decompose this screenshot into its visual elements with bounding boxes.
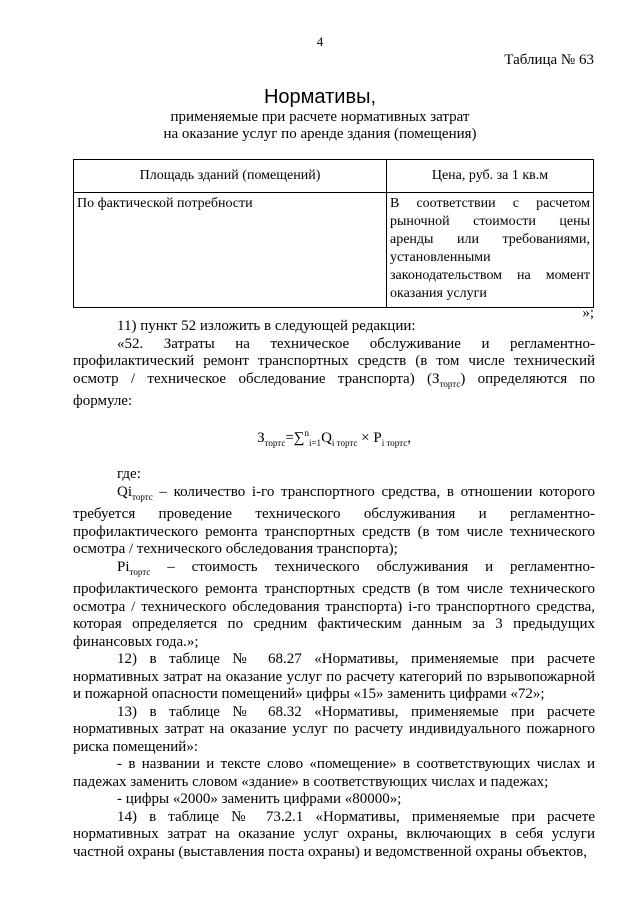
heading-title: Нормативы, [263, 86, 376, 108]
header-price: Цена, руб. за 1 кв.м [387, 160, 594, 193]
body-text [73, 318, 595, 861]
p52-text-a: «52. Затраты на техническое обслуживание и регламентно-профилактический ремонт транспортных средств (в том числе технический осмотр / техническое обследование транспорта) (З [73, 335, 595, 387]
paragraph-52 [73, 336, 595, 411]
formula-p-sub: i тортс [381, 437, 408, 448]
formula-lhs: З [257, 429, 265, 446]
p52-subscript: тортс [439, 378, 461, 389]
qi-label: Qi [117, 483, 132, 500]
pi-subscript: тортс [129, 566, 151, 577]
page-number: 4 [316, 34, 324, 49]
formula-sum-to: n [304, 427, 309, 438]
formula-eq: = [285, 429, 294, 446]
heading-line-2: на оказание услуг по аренде здания (помещения) [163, 126, 477, 142]
table-label: Таблица № 63 [504, 52, 594, 68]
norms-table [73, 159, 594, 308]
paragraph-11: 11) пункт 52 изложить в следующей редакции: [117, 318, 416, 334]
table-row [74, 193, 594, 308]
qi-definition [73, 484, 595, 559]
formula-sum-from: i=1 [308, 437, 322, 448]
p52-text-b: ) определяются по формуле: [73, 370, 595, 409]
heading-line-1: применяемые при расчете нормативных затрат [170, 109, 470, 125]
formula-times: × [357, 429, 374, 446]
pi-label: Pi [117, 558, 130, 575]
table-header-row [74, 160, 594, 193]
paragraph-13-b: - цифры «2000» заменить цифрами «80000»; [117, 791, 402, 807]
pi-text: – стоимость технического обслуживания и регламентно-профилактического ремонта транспортных средств (в том числе технического осмотра / технического обследования транспорта) i-го транспортного средства, которая определяется по средним фактическим данным за 3 предыдущих финансовых года.»; [73, 558, 595, 650]
cell-area: По фактической потребности [74, 193, 387, 308]
paragraph-13: 13) в таблице № 68.32 «Нормативы, применяемые при расчете нормативных затрат на оказание услуг по расчету индивидуального пожарного риска помещений»: [73, 703, 595, 755]
header-area: Площадь зданий (помещений) [74, 160, 387, 193]
formula-p: P [373, 429, 382, 446]
heading [0, 86, 640, 143]
paragraph-14: 14) в таблице № 73.2.1 «Нормативы, применяемые при расчете нормативных затрат на оказание услуг охраны, включающих в себя услуги частной охраны (выставления поста охраны) и ведомственной охраны объектов, [73, 808, 595, 860]
cell-price: В соответствии с расчетом рыночной стоимости цены аренды или требованиями, установленными законодательством на момент оказания услуги [387, 193, 594, 308]
where-label: где: [117, 466, 141, 482]
qi-subscript: тортс [132, 491, 153, 502]
formula-q-sub: i тортс [331, 437, 358, 448]
paragraph-12: 12) в таблице № 68.27 «Нормативы, применяемые при расчете нормативных затрат на оказание услуг по расчету категорий по взрывопожарной и пожарной опасности помещений» цифры «15» заменить цифрами «72»; [73, 651, 595, 702]
paragraph-13-a: - в названии и тексте слово «помещение» в соответствующих числах и падежах заменить словом «здание» в соответствующих числах и падежах; [73, 756, 595, 790]
qi-text: – количество i-го транспортного средства, в отношении которого требуется проведение технического обслуживания и регламентно-профилактического ремонта транспортных средств (в том числе технического осмотра / технического обследования транспорта); [73, 483, 595, 557]
formula-end: , [407, 429, 411, 446]
pi-definition [73, 559, 595, 652]
formula-q: Q [321, 429, 332, 446]
formula-lhs-sub: тортс [264, 437, 286, 448]
formula-sum: ∑ [293, 429, 305, 446]
formula [73, 425, 595, 453]
closing-quote: »; [582, 305, 594, 321]
